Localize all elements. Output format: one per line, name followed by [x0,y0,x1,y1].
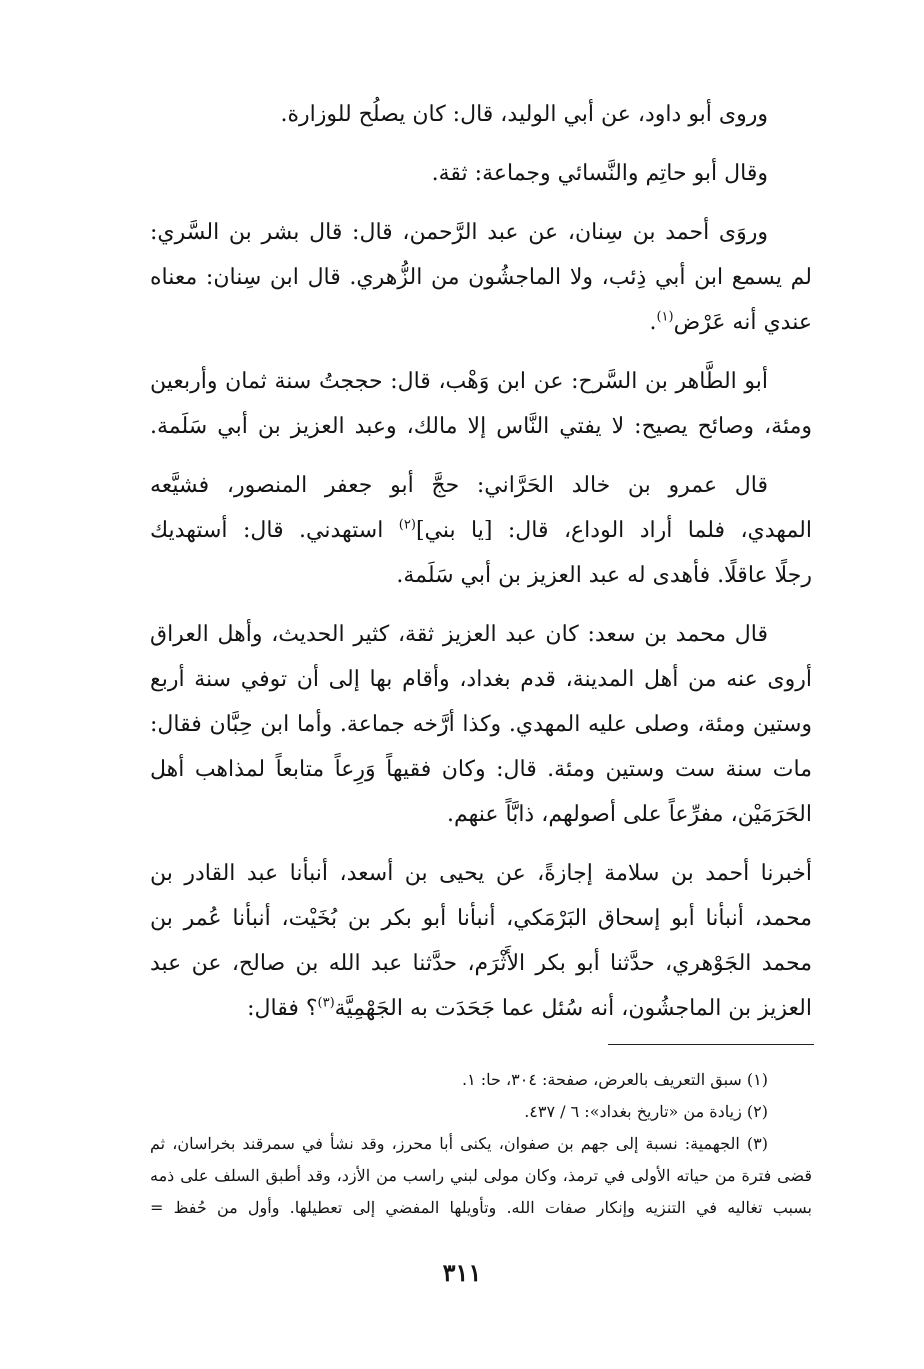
text-line: وروى أبو داود، عن أبي الوليد، قال: كان يصلُح للوزارة. [280,102,768,127]
text-line: محمد الجَوْهري، حدَّثنا أبو بكر الأَثْرَم، حدَّثنا عبد الله بن صالح، عن عبد [150,951,812,976]
paragraph [150,612,812,837]
footnote: (١) سبق التعريف بالعرض، صفحة: ٣٠٤، حا: ١. [461,1070,768,1089]
text-line [150,508,812,553]
text-fragment: عندي أنه عَرْض [673,310,812,335]
text-line: لم يسمع ابن أبي ذِئب، ولا الماجشُون من الزُّهري. قال ابن سِنان: معناه [150,265,812,290]
text-fragment: ؟ فقال: [247,996,318,1021]
text-line [150,300,812,345]
footnote-marker: (١) [656,309,674,325]
text-line: وروَى أحمد بن سِنان، عن عبد الرَّحمن، قال: قال بشر بن السَّري: [150,220,768,245]
text-fragment: . [649,310,657,335]
paragraph [150,210,812,345]
text-line: قال محمد بن سعد: كان عبد العزيز ثقة، كثير الحديث، وأهل العراق [150,622,768,647]
main-text [150,92,812,1045]
paragraph [150,851,812,1031]
text-line: أخبرنا أحمد بن سلامة إجازةً، عن يحيى بن أسعد، أنبأنا عبد القادر بن [150,861,812,886]
text-fragment: المهدي، فلما أراد الوداع، قال: [يا بني] [415,518,812,543]
footnote: (٢) زيادة من «تاريخ بغداد»: ٦ / ٤٣٧. [524,1102,768,1121]
text-line: وقال أبو حاتِم والنَّسائي وجماعة: ثقة. [431,161,768,186]
footnote-marker: (٢) [398,517,416,533]
text-line: وستين ومئة، وصلى عليه المهدي. وكذا أرَّخه جماعة. وأما ابن حِبَّان فقال: [150,712,812,737]
paragraph [150,92,812,137]
text-line: الحَرَمَيْن، مفرِّعاً على أصولهم، ذابَّاً عنهم. [446,802,812,827]
footnote-continuation: بسبب تغاليه في التنزيه وإنكار صفات الله. وتأويلها المفضي إلى تعطيلها. وأول من حُفظ = [150,1198,812,1217]
footnote: (٣) الجهمية: نسبة إلى جهم بن صفوان، يكنى أبا محرز، وقد نشأ في سمرقند بخراسان، ثم [150,1134,768,1153]
page-number: ٣١١ [442,1258,482,1287]
text-fragment: استهدني. قال: أستهديك [150,518,399,543]
text-line: محمد، أنبأنا أبو إسحاق البَرْمَكي، أنبأنا أبو بكر بن بُخَيْت، أنبأنا عُمر بن [150,906,812,931]
paragraph [150,463,812,598]
footnotes [150,1064,812,1224]
paragraph [150,359,812,449]
footnote-separator [608,1044,814,1045]
text-line: قال عمرو بن خالد الحَرَّاني: حجَّ أبو جعفر المنصور، فشيَّعه [150,473,768,498]
footnote-marker: (٣) [317,995,335,1011]
text-fragment: العزيز بن الماجشُون، أنه سُئل عما جَحَدَت به الجَهْمِيَّة [334,996,812,1021]
text-line [150,986,812,1031]
paragraph [150,151,812,196]
text-line: أبو الطَّاهر بن السَّرح: عن ابن وَهْب، قال: حججتُ سنة ثمان وأربعين [150,369,768,394]
footnote-continuation: قضى فترة من حياته الأولى في ترمذ، وكان مولى لبني راسب من الأزد، وقد أطبق السلف على ذمه [150,1166,812,1185]
text-line: رجلًا عاقلًا. فأهدى له عبد العزيز بن أبي سَلَمة. [396,563,812,588]
text-line: مات سنة ست وستين ومئة. قال: وكان فقيهاً وَرِعاً متابعاً لمذاهب أهل [150,757,812,782]
text-line: أروى عنه من أهل المدينة، قدم بغداد، وأقام بها إلى أن توفي سنة أربع [150,667,812,692]
text-line: ومئة، وصائح يصيح: لا يفتي النَّاس إلا مالك، وعبد العزيز بن أبي سَلَمة. [150,414,812,439]
